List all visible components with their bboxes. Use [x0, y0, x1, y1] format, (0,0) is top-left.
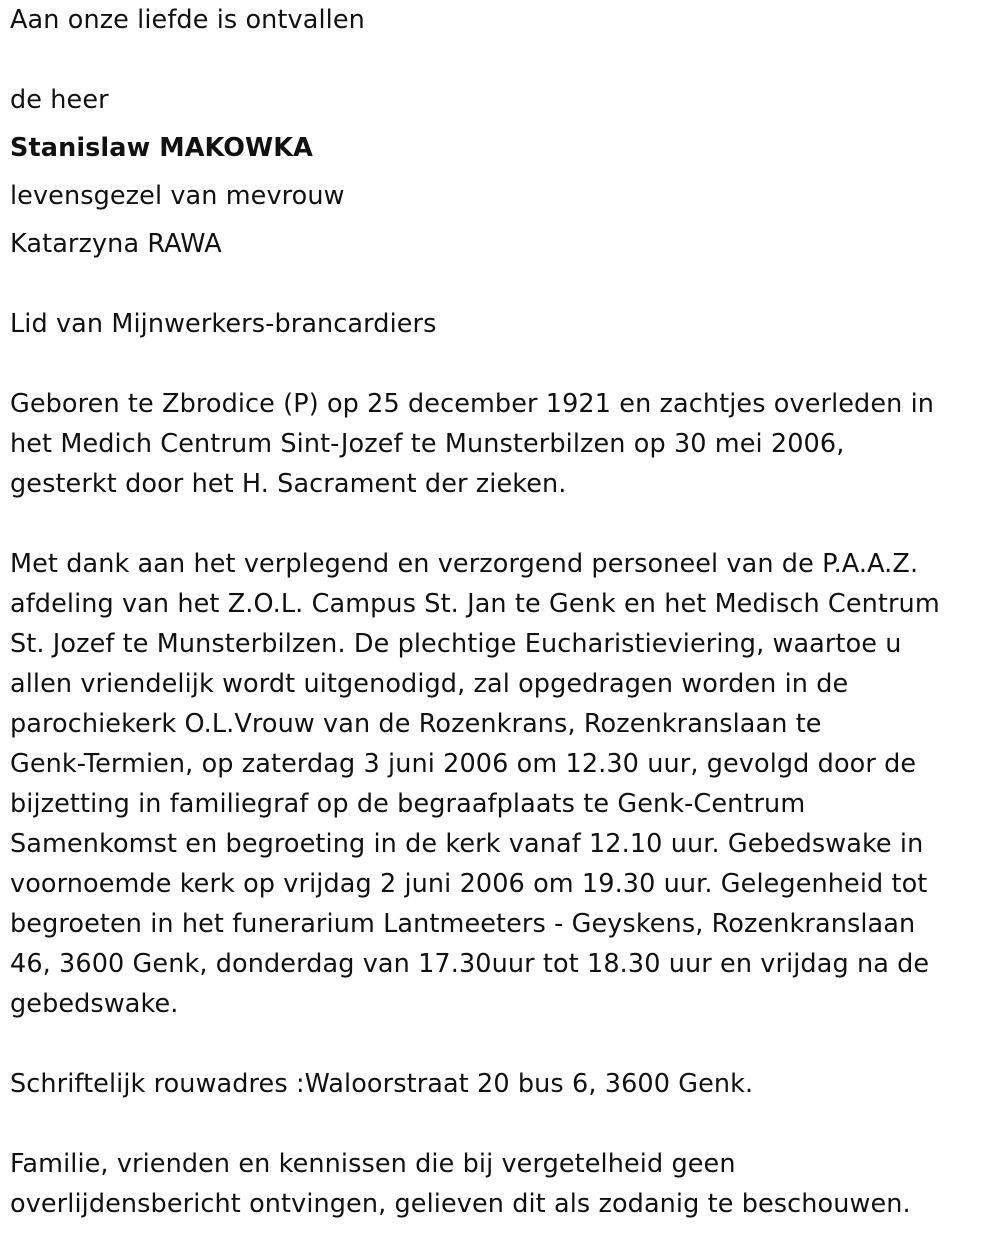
death-notice — [10, 0, 990, 1224]
birth-paragraph — [10, 384, 990, 504]
paragraph-line: gebedswake. — [10, 989, 179, 1019]
paragraph-line: bijzetting in familiegraf op de begraafplaats te Genk-Centrum — [10, 789, 806, 819]
paragraph-line: afdeling van het Z.O.L. Campus St. Jan te Genk en het Medisch Centrum — [10, 589, 940, 619]
paragraph-line: voornoemde kerk op vrijdag 2 juni 2006 om 19.30 uur. Gelegenheid tot — [10, 869, 928, 899]
paragraph-line: het Medich Centrum Sint-Jozef te Munsterbilzen op 30 mei 2006, — [10, 429, 845, 459]
paragraph-line: Genk-Termien, op zaterdag 3 juni 2006 om 12.30 uur, gevolgd door de — [10, 749, 917, 779]
intro-text: Aan onze liefde is ontvallen — [10, 5, 365, 35]
paragraph-line: 46, 3600 Genk, donderdag van 17.30uur tot 18.30 uur en vrijdag na de — [10, 949, 930, 979]
paragraph-line: gesterkt door het H. Sacrament der zieken. — [10, 469, 567, 499]
paragraph-line: Familie, vrienden en kennissen die bij vergetelheid geen — [10, 1149, 736, 1179]
paragraph-line: begroeten in het funerarium Lantmeeters - Geyskens, Rozenkranslaan — [10, 909, 916, 939]
deceased-name: Stanislaw MAKOWKA — [10, 133, 313, 163]
relation-text: levensgezel van mevrouw — [10, 181, 345, 211]
membership-text: Lid van Mijnwerkers-brancardiers — [10, 309, 437, 339]
paragraph-line: Samenkomst en begroeting in de kerk vanaf 12.10 uur. Gebedswake in — [10, 829, 924, 859]
paragraph-line: St. Jozef te Munsterbilzen. De plechtige Eucharistieviering, waartoe u — [10, 629, 902, 659]
paragraph-line: parochiekerk O.L.Vrouw van de Rozenkrans, Rozenkranslaan te — [10, 709, 822, 739]
thanks-paragraph — [10, 544, 990, 1024]
mourning-address: Schriftelijk rouwadres :Waloorstraat 20 bus 6, 3600 Genk. — [10, 1069, 754, 1099]
paragraph-line: Geboren te Zbrodice (P) op 25 december 1921 en zachtjes overleden in — [10, 389, 935, 419]
closing-paragraph — [10, 1144, 990, 1224]
paragraph-line: Met dank aan het verplegend en verzorgend personeel van de P.A.A.Z. — [10, 549, 919, 579]
paragraph-line: overlijdensbericht ontvingen, gelieven dit als zodanig te beschouwen. — [10, 1189, 911, 1219]
title-prefix: de heer — [10, 85, 109, 115]
partner-name: Katarzyna RAWA — [10, 229, 222, 259]
paragraph-line: allen vriendelijk wordt uitgenodigd, zal opgedragen worden in de — [10, 669, 849, 699]
